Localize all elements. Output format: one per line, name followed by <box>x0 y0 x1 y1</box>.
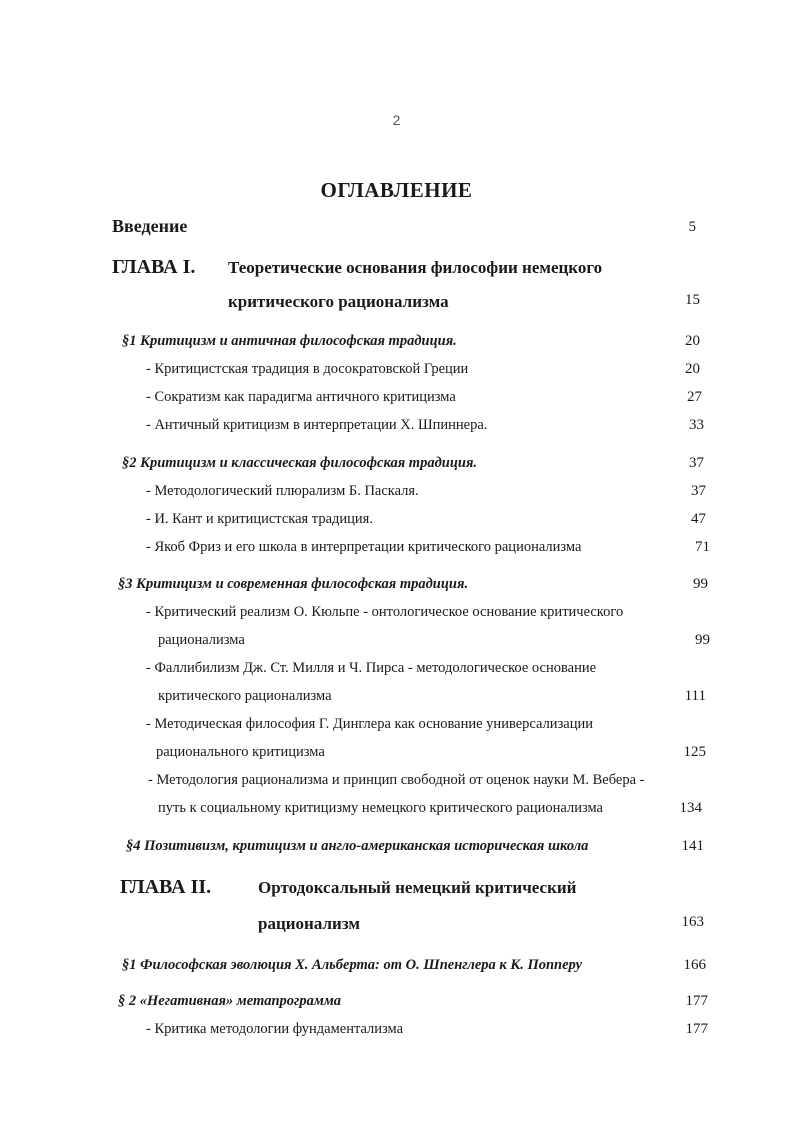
toc-item-line2: рационализма <box>158 632 245 648</box>
section-3-title: §3 Критицизм и современная философская традиция. <box>118 576 469 592</box>
toc-item: - Якоб Фриз и его школа в интерпретации критического рационализма <box>146 539 582 555</box>
page-number: 2 <box>392 112 401 128</box>
section-2-page: 37 <box>689 455 704 471</box>
toc-item-page: 71 <box>695 539 710 555</box>
chapter1-page: 15 <box>685 292 700 308</box>
toc-item: - И. Кант и критицистская традиция. <box>146 511 373 527</box>
section-2-title: §2 Критицизм и классическая философская традиция. <box>122 455 478 471</box>
chapter1-title-line1: Теоретические основания философии немецкого <box>228 258 603 277</box>
toc-item-page: 111 <box>684 688 706 704</box>
toc-intro-label: Введение <box>112 216 188 236</box>
toc-item-page: 33 <box>689 417 704 433</box>
section-1-page: 20 <box>685 333 700 349</box>
toc-item-page: 134 <box>679 800 702 816</box>
chapter2-page: 163 <box>681 914 704 930</box>
chapter1-label: ГЛАВА I. <box>112 256 196 278</box>
toc-item-page: 177 <box>685 1021 708 1037</box>
ch2-section-1-page: 166 <box>683 957 706 973</box>
toc-item-page: 37 <box>691 483 706 499</box>
toc-item: - Методологический плюрализм Б. Паскаля. <box>146 483 419 499</box>
toc-item-line2: критического рационализма <box>158 688 332 704</box>
section-4-title: §4 Позитивизм, критицизм и англо-американская историческая школа <box>126 838 589 854</box>
toc-item-page: 125 <box>683 744 706 760</box>
toc-item-page: 20 <box>685 361 700 377</box>
section-1-title: §1 Критицизм и античная философская традиция. <box>122 333 457 349</box>
toc-intro-page: 5 <box>688 219 696 235</box>
toc-item-line1: - Фаллибилизм Дж. Ст. Милля и Ч. Пирса - методологическое основание <box>146 660 597 676</box>
chapter2-title-line2: рационализм <box>258 914 360 933</box>
ch2-section-2-page: 177 <box>685 993 708 1009</box>
chapter1-title-line2: критического рационализма <box>228 292 449 311</box>
page-title: ОГЛАВЛЕНИЕ <box>320 178 473 202</box>
toc-item: - Критицистская традиция в досократовской Греции <box>146 361 469 377</box>
chapter2-title-line1: Ортодоксальный немецкий критический <box>258 878 577 897</box>
toc-item-page: 99 <box>695 632 710 648</box>
toc-item-page: 27 <box>687 389 702 405</box>
toc-item: - Сократизм как парадигма античного критицизма <box>146 389 456 405</box>
toc-item-line1: - Критический реализм О. Кюльпе - онтологическое основание критического <box>146 604 624 620</box>
toc-item: - Античный критицизм в интерпретации X. Шпиннера. <box>146 417 488 433</box>
chapter2-label: ГЛАВА II. <box>120 876 212 898</box>
toc-item-line2: путь к социальному критицизму немецкого критического рационализма <box>158 800 603 816</box>
toc-item-line1: - Методология рационализма и принцип свободной от оценок науки М. Вебера - <box>148 772 645 788</box>
ch2-section-1-title: §1 Философская эволюция X. Альберта: от О. Шпенглера к К. Попперу <box>122 957 583 973</box>
toc-item-line1: - Методическая философия Г. Динглера как основание универсализации <box>146 716 594 732</box>
toc-item-line2: рационального критицизма <box>156 744 325 760</box>
toc-item: - Критика методологии фундаментализма <box>146 1021 404 1037</box>
section-3-page: 99 <box>693 576 708 592</box>
toc-item-page: 47 <box>691 511 706 527</box>
ch2-section-2-title: § 2 «Негативная» метапрограмма <box>118 993 342 1009</box>
section-4-page: 141 <box>681 838 704 854</box>
